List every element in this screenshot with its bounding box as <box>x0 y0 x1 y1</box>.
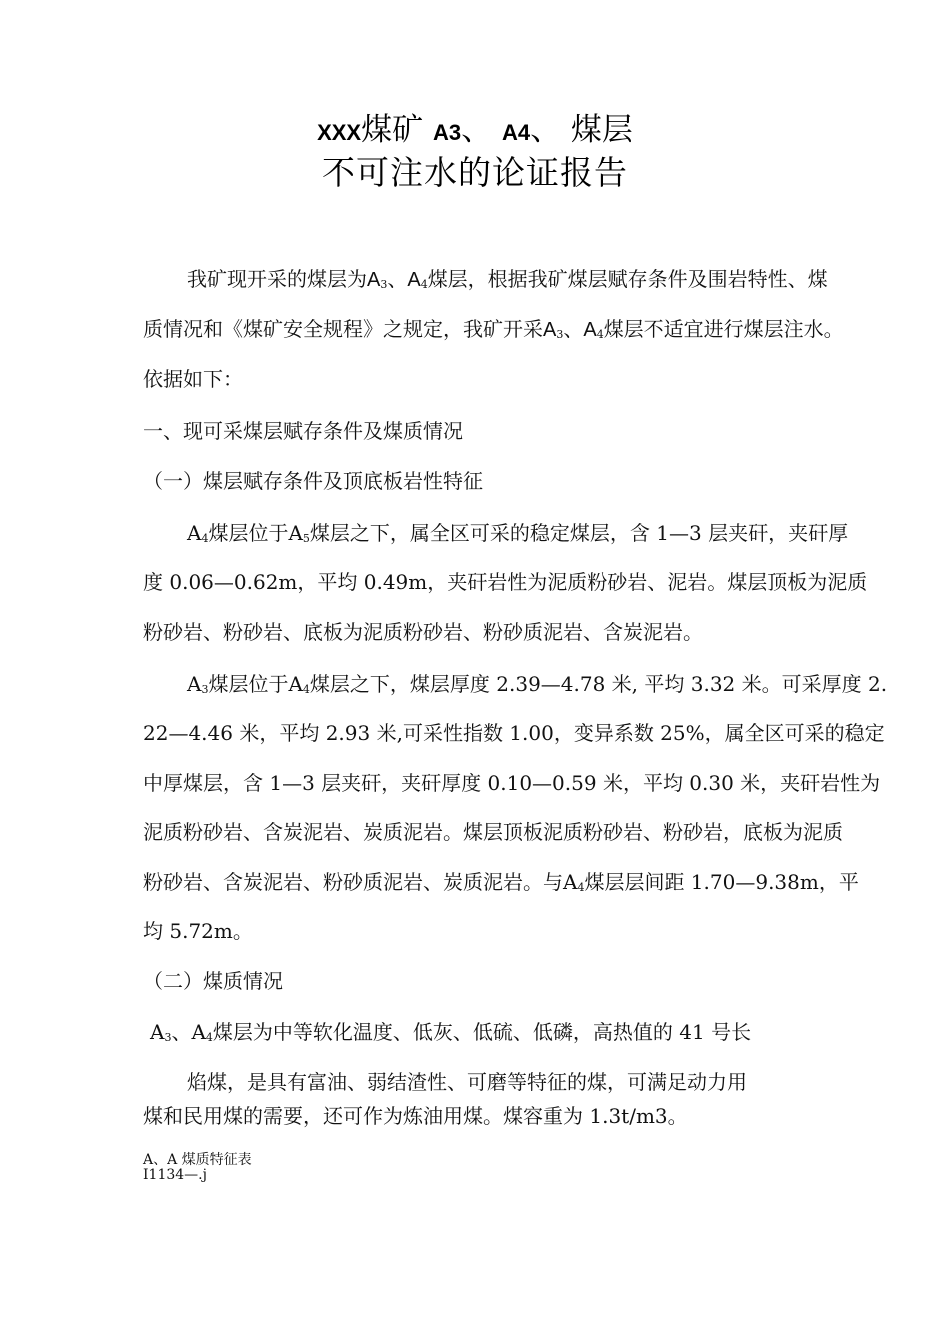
a4-para-line-3: 粉砂岩、粉砂岩、底板为泥质粉砂岩、粉砂质泥岩、含炭泥岩。 <box>143 620 703 644</box>
a4-para-line-2: 度 0.06—0.62m，平均 0.49m，夹矸岩性为泥质粉砂岩、泥岩。煤层顶板为泥质 <box>143 570 868 594</box>
a3-para-line-3: 中厚煤层，含 1—3 层夹矸，夹矸厚度 0.10—0.59 米，平均 0.30 米，夹矸岩性为 <box>143 771 881 795</box>
subsection-2-heading: （二）煤质情况 <box>143 969 283 993</box>
seam-subscript: 4 <box>420 278 428 291</box>
text: 、 <box>171 1020 192 1044</box>
seam-label: A <box>543 319 557 341</box>
subsection-1-heading: （一）煤层赋存条件及顶底板岩性特征 <box>143 469 483 493</box>
seam-subscript: 3 <box>201 683 209 696</box>
quality-para-line-3: 煤和民用煤的需要，还可作为炼油用煤。煤容重为 1.3t/m3。 <box>143 1104 688 1128</box>
title-separator: 、 <box>530 112 562 148</box>
seam-subscript: 5 <box>302 532 310 545</box>
text: 煤层位于 <box>208 672 289 696</box>
seam-label: A <box>367 269 381 291</box>
intro-line-1 <box>187 264 828 295</box>
text: 质情况和《煤矿安全规程》之规定，我矿开采 <box>143 317 543 341</box>
section-1-heading: 一、现可采煤层赋存条件及煤质情况 <box>143 419 463 443</box>
text: 、 <box>563 317 584 341</box>
seam-label: A <box>407 269 421 291</box>
a3-para-line-5 <box>143 867 859 897</box>
a3-para-line-6: 均 5.72m。 <box>143 919 253 943</box>
seam-label: A <box>187 521 202 545</box>
table-caption: A、A 煤质特征表 <box>143 1152 252 1168</box>
text: 粉砂岩、含炭泥岩、粉砂质泥岩、炭质泥岩。与 <box>143 870 563 894</box>
seam-subscript: 4 <box>577 881 585 894</box>
seam-label: A <box>187 672 202 696</box>
text: 我矿现开采的煤层为 <box>187 267 367 291</box>
seam-subscript: 4 <box>302 683 310 696</box>
seam-subscript: 3 <box>164 1031 172 1044</box>
title-line-1 <box>0 108 950 155</box>
seam-subscript: 3 <box>380 278 388 291</box>
a3-para-line-1 <box>187 669 887 699</box>
a3-para-line-4: 泥质粉砂岩、含炭泥岩、炭质泥岩。煤层顶板泥质粉砂岩、粉砂岩，底板为泥质 <box>143 820 843 844</box>
title-suffix: 煤层 <box>570 112 633 148</box>
intro-line-3: 依据如下： <box>143 367 243 391</box>
seam-subscript: 4 <box>596 328 604 341</box>
intro-line-2 <box>143 314 844 345</box>
seam-label: A <box>583 319 597 341</box>
title-line-2: 不可注水的论证报告 <box>322 153 628 192</box>
seam-subscript: 3 <box>556 328 564 341</box>
seam-label: A <box>191 1020 206 1044</box>
a4-para-line-1 <box>187 518 848 548</box>
a3-para-line-2: 22—4.46 米，平均 2.93 米,可采性指数 1.00，变异系数 25%，属全区可采的稳定 <box>143 721 885 745</box>
seam-label: A <box>563 870 578 894</box>
title-prefix: XXX <box>317 120 362 145</box>
title-seam-a4: A4 <box>501 120 531 145</box>
quality-para-line-2: 焰煤，是具有富油、弱结渣性、可磨等特征的煤，可满足动力用 <box>187 1070 747 1094</box>
text: 煤层，根据我矿煤层赋存条件及围岩特性、煤 <box>427 267 828 291</box>
seam-label: A <box>288 521 303 545</box>
text: 煤层为中等软化温度、低灰、低硫、低磷，高热值的 41 号长 <box>212 1020 752 1044</box>
text: 煤层不适宜进行煤层注水。 <box>603 317 844 341</box>
text: 煤层位于 <box>208 521 289 545</box>
title-separator: 、 <box>461 112 493 148</box>
title-seam-a3: A3 <box>432 120 462 145</box>
text: 煤层层间距 1.70—9.38m，平 <box>584 870 859 894</box>
text: 煤层之下，煤层厚度 2.39—4.78 米, 平均 3.32 米。可采厚度 2. <box>309 672 888 696</box>
seam-subscript: 4 <box>205 1031 213 1044</box>
table-caption-subline: I1134—.j <box>143 1167 207 1183</box>
quality-para-line-1 <box>150 1017 751 1047</box>
title-mine: 煤矿 <box>361 112 424 148</box>
text: 煤层之下，属全区可采的稳定煤层，含 1—3 层夹矸，夹矸厚 <box>309 521 849 545</box>
seam-label: A <box>150 1020 165 1044</box>
seam-subscript: 4 <box>201 532 209 545</box>
seam-label: A <box>288 672 303 696</box>
text: 、 <box>387 267 408 291</box>
